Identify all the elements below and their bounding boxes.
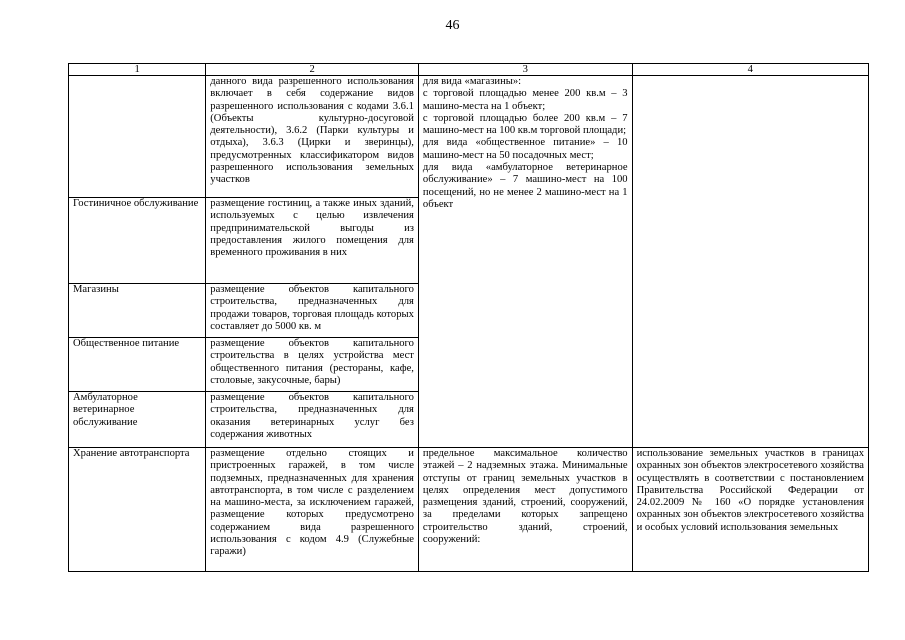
- use-name-cell: Амбулаторное ветеринарное обслуживание: [69, 392, 206, 448]
- header-cell-3: 3: [418, 64, 632, 76]
- header-cell-4: 4: [632, 64, 868, 76]
- use-description-cell: размещение отдельно стоящих и пристроенных гаражей, в том числе подземных, предназначенных для хранения автотранспорта, в том числе с разделением на машино-места, за исключением гаражей, размещение которых предусмотрено содержанием вида разрешенного использования с кодом 4.9 (Служебные гаражи): [206, 448, 419, 572]
- parking-line: с торговой площадью более 200 кв.м – 7 машино-мест на 100 кв.м торговой площади;: [422, 112, 628, 137]
- use-name-cell: Магазины: [69, 284, 206, 338]
- building-parameters-cell: предельное максимальное количество этажей – 2 надземных этажа. Минимальные отступы от границ земельных участков в целях определения мест допустимого размещения зданий, строений, сооружений, за пределами которых запрещено строительство зданий, строений, сооружений:: [418, 448, 632, 572]
- restrictions-cell: использование земельных участков в границах охранных зон объектов электросетевого хозяйства осуществлять в соответствии с постановлением Правительства Российской Федерации от 24.02.2009 № 160 «О порядке установления охранных зон объектов электросетевого хозяйства и особых условий использования земельных: [632, 448, 868, 572]
- use-description-cell: размещение объектов капитального строительства, предназначенных для продажи товаров, торговая площадь которых составляет до 5000 кв. м: [206, 284, 419, 338]
- table-row: [69, 448, 869, 572]
- header-cell-1: 1: [69, 64, 206, 76]
- use-description-cell: размещение объектов капитального строительства в целях устройства мест общественного питания (рестораны, кафе, столовые, закусочные, бары): [206, 338, 419, 392]
- table-row: [69, 76, 869, 198]
- table-header-row: [69, 64, 869, 76]
- parking-line: для вида «амбулаторное ветеринарное обслуживание» – 7 машино-мест на 100 посещений, но не менее 2 машино-мест на 1 объект: [422, 162, 628, 210]
- page-number: 46: [445, 18, 460, 33]
- use-description-cell: размещение объектов капитального строительства, предназначенных для оказания ветеринарных услуг без содержания животных: [206, 392, 419, 448]
- use-name-cell: Хранение автотранспорта: [69, 448, 206, 572]
- parking-line: для вида «общественное питание» – 10 машино-мест на 50 посадочных мест;: [422, 137, 628, 161]
- use-name-cell: [69, 76, 206, 198]
- use-name-cell: Гостиничное обслуживание: [69, 198, 206, 284]
- use-description-cell: данного вида разрешенного использования включает в себя содержание видов разрешенного использования с кодами 3.6.1 (Объекты культурно-досуговой деятельности), 3.6.2 (Парки культуры и отдыха), 3.6.3 (Цирки и зверинцы), предусмотренных классификатором видов разрешенного использования земельных участков: [206, 76, 419, 198]
- use-name-cell: Общественное питание: [69, 338, 206, 392]
- land-use-table: [68, 63, 869, 572]
- use-description-cell: размещение гостиниц, а также иных зданий, используемых с целью извлечения предпринимательской выгоды из предоставления жилого помещения для временного проживания в них: [206, 198, 419, 284]
- parking-requirements-cell: [418, 76, 632, 448]
- restrictions-cell-empty: [632, 76, 868, 448]
- parking-line: для вида «магазины»:: [422, 76, 522, 87]
- parking-line: с торговой площадью менее 200 кв.м – 3 машино-места на 1 объект;: [422, 88, 628, 112]
- header-cell-2: 2: [206, 64, 419, 76]
